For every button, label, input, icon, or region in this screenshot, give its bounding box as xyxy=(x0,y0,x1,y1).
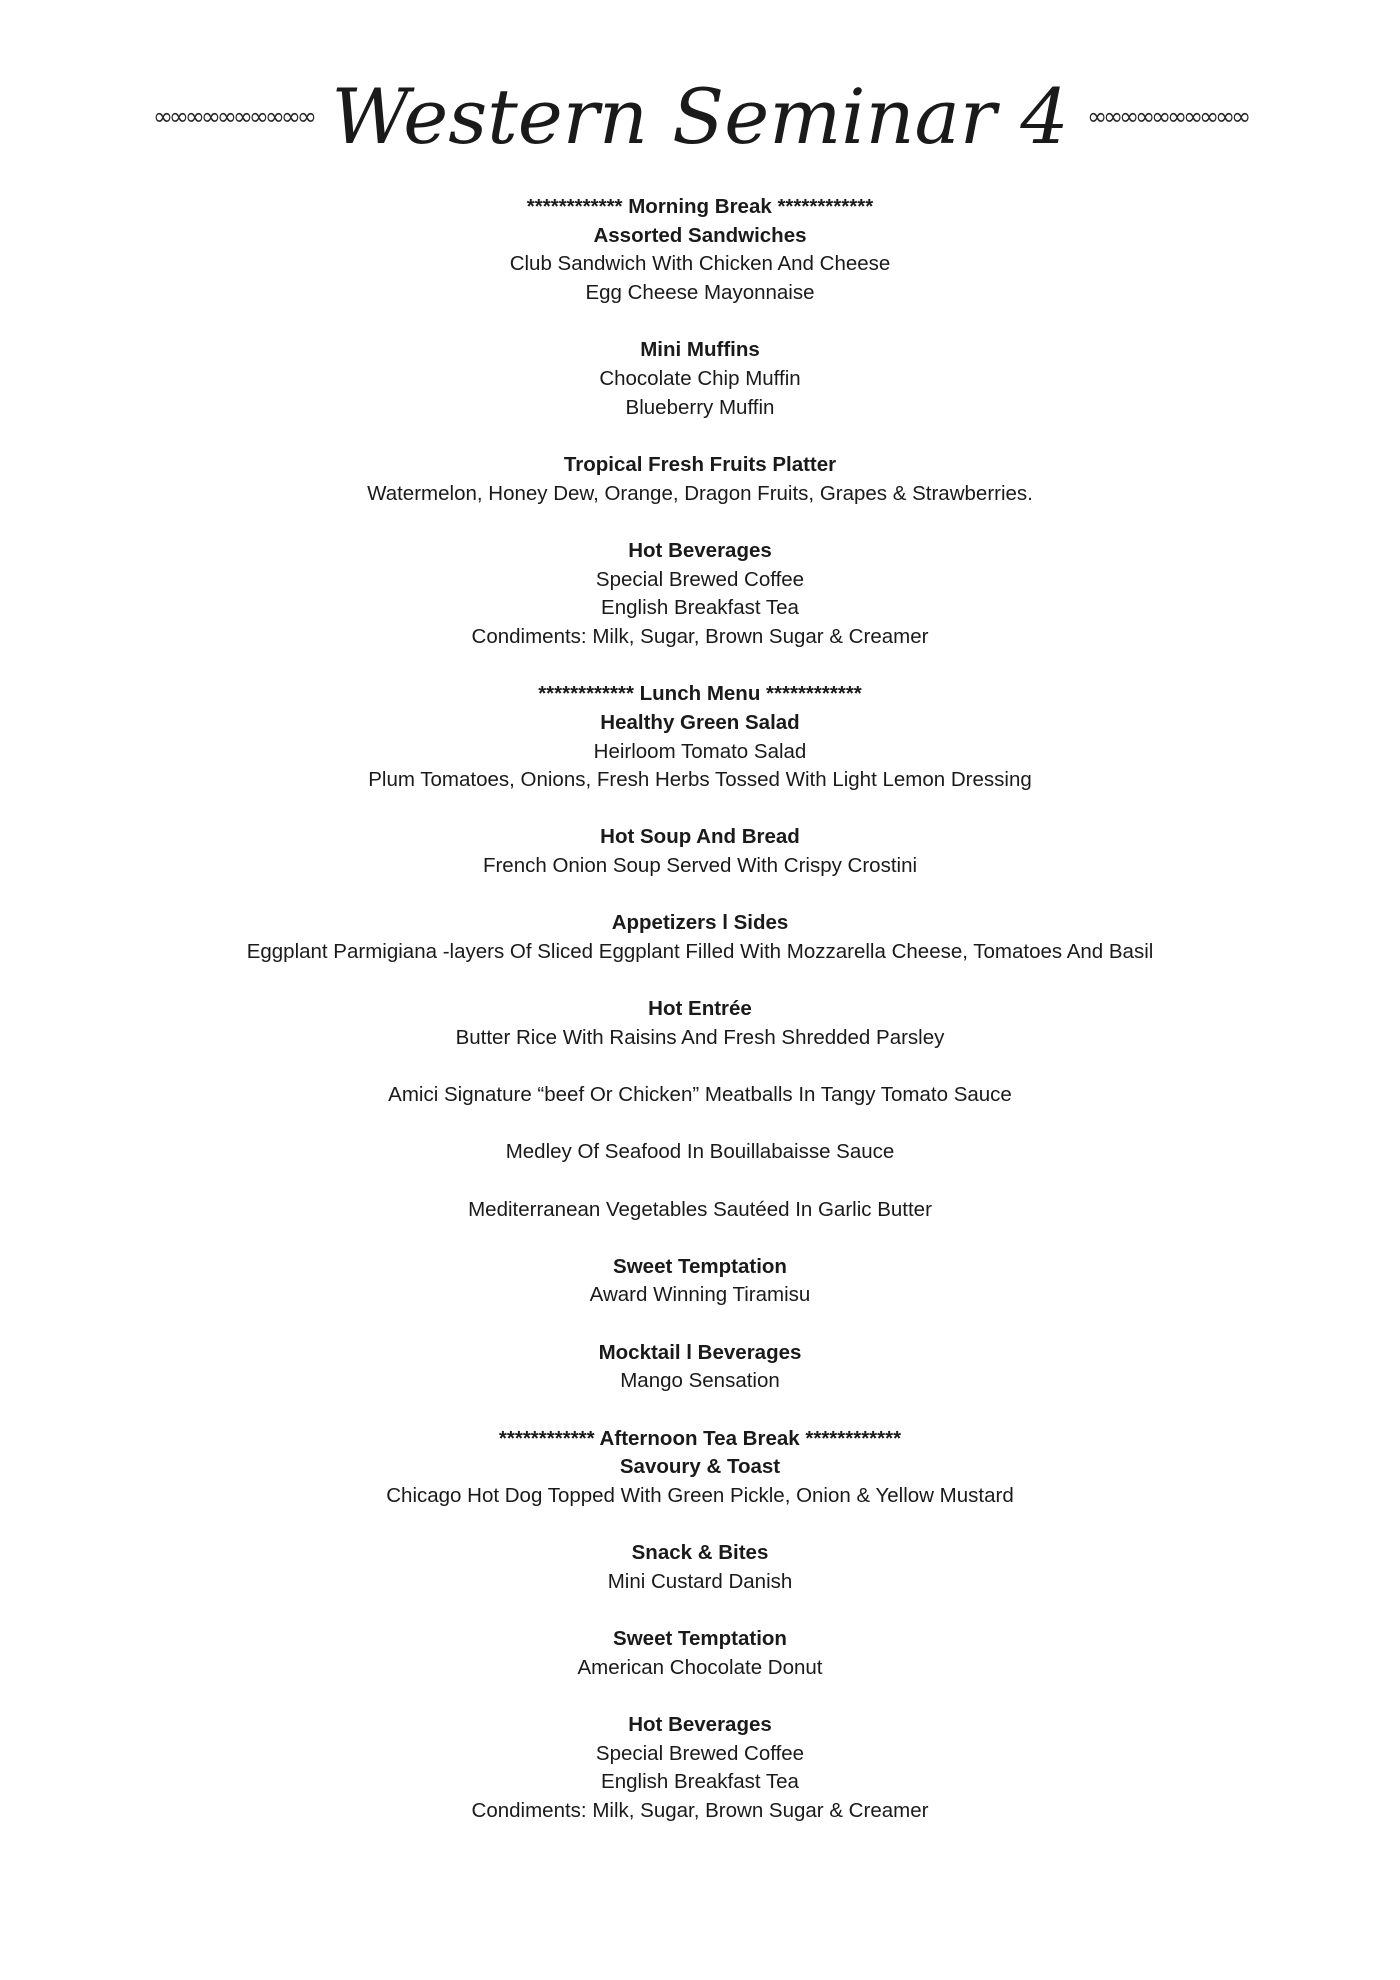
title-ornament-right: ∞∞∞∞∞∞∞∞∞∞ xyxy=(1087,102,1248,131)
menu-group xyxy=(0,1539,1400,1596)
menu-item: Award Winning Tiramisu xyxy=(589,1283,811,1307)
menu-item: Blueberry Muffin xyxy=(625,395,775,419)
menu-item: Eggplant Parmigiana -layers Of Sliced Eggplant Filled With Mozzarella Cheese, Tomatoes And Basil xyxy=(246,940,1154,964)
menu-item: Special Brewed Coffee xyxy=(595,567,805,591)
menu-item: Amici Signature “beef Or Chicken” Meatballs In Tangy Tomato Sauce xyxy=(388,1083,1012,1107)
menu-item: Watermelon, Honey Dew, Orange, Dragon Fruits, Grapes & Strawberries. xyxy=(367,481,1033,505)
menu-group xyxy=(0,909,1400,966)
group-title: Assorted Sandwiches xyxy=(593,223,807,247)
section-heading: ************ Lunch Menu ************ xyxy=(538,682,862,706)
group-title: Hot Beverages xyxy=(628,1713,772,1737)
group-title: Appetizers l Sides xyxy=(611,911,789,935)
menu-item: Plum Tomatoes, Onions, Fresh Herbs Tossed With Light Lemon Dressing xyxy=(368,768,1032,792)
menu-item: Medley Of Seafood In Bouillabaisse Sauce xyxy=(505,1140,895,1164)
menu-item: English Breakfast Tea xyxy=(601,596,799,620)
menu-item: Condiments: Milk, Sugar, Brown Sugar & Creamer xyxy=(471,1799,929,1823)
group-title: Mocktail l Beverages xyxy=(598,1340,802,1364)
menu-item: Heirloom Tomato Salad xyxy=(593,739,807,763)
group-title: Hot Soup And Bread xyxy=(600,825,800,849)
group-title: Healthy Green Salad xyxy=(600,710,800,734)
section-heading: ************ Afternoon Tea Break ************ xyxy=(498,1426,902,1450)
menu-group xyxy=(0,1453,1400,1510)
menu-group xyxy=(0,995,1400,1052)
section-heading: ************ Morning Break ************ xyxy=(526,195,874,218)
group-title: Sweet Temptation xyxy=(613,1254,787,1278)
menu-item: Special Brewed Coffee xyxy=(595,1741,805,1765)
menu-item: Butter Rice With Raisins And Fresh Shredded Parsley xyxy=(455,1025,945,1049)
menu-section xyxy=(0,680,1400,1396)
title-ornament-left: ∞∞∞∞∞∞∞∞∞∞ xyxy=(152,102,313,131)
menu-group xyxy=(0,451,1400,508)
menu-item: Mango Sensation xyxy=(620,1369,780,1393)
page-title: Western Seminar 4 xyxy=(331,72,1069,161)
menu-group xyxy=(0,1339,1400,1396)
menu-group xyxy=(0,1711,1400,1826)
menu-body xyxy=(0,193,1400,1854)
menu-group xyxy=(0,709,1400,795)
menu-item: English Breakfast Tea xyxy=(601,1770,799,1794)
menu-section xyxy=(0,193,1400,652)
menu-group xyxy=(0,1081,1400,1110)
menu-group xyxy=(0,1625,1400,1682)
menu-item: Condiments: Milk, Sugar, Brown Sugar & Creamer xyxy=(471,624,929,648)
menu-group xyxy=(0,823,1400,880)
menu-group xyxy=(0,1196,1400,1225)
menu-group xyxy=(0,1253,1400,1310)
menu-item: Egg Cheese Mayonnaise xyxy=(585,281,815,305)
document-header xyxy=(0,72,1400,161)
menu-item: Chicago Hot Dog Topped With Green Pickle, Onion & Yellow Mustard xyxy=(386,1484,1014,1507)
group-title: Tropical Fresh Fruits Platter xyxy=(563,452,837,476)
menu-item: Club Sandwich With Chicken And Cheese xyxy=(509,252,891,276)
group-title: Hot Entrée xyxy=(648,997,752,1021)
group-title: Hot Beverages xyxy=(628,538,772,562)
menu-group xyxy=(0,222,1400,308)
group-title: Mini Muffins xyxy=(640,338,760,362)
menu-item: American Chocolate Donut xyxy=(577,1655,823,1679)
menu-item: French Onion Soup Served With Crispy Crostini xyxy=(482,854,918,878)
group-title: Snack & Bites xyxy=(631,1541,769,1565)
menu-group xyxy=(0,1138,1400,1167)
menu-group xyxy=(0,537,1400,652)
menu-item: Mediterranean Vegetables Sautéed In Garlic Butter xyxy=(468,1197,932,1221)
menu-item: Chocolate Chip Muffin xyxy=(599,367,801,391)
group-title: Sweet Temptation xyxy=(613,1627,787,1651)
menu-item: Mini Custard Danish xyxy=(607,1569,793,1593)
group-title: Savoury & Toast xyxy=(619,1455,781,1479)
menu-group xyxy=(0,336,1400,422)
menu-section xyxy=(0,1425,1400,1826)
